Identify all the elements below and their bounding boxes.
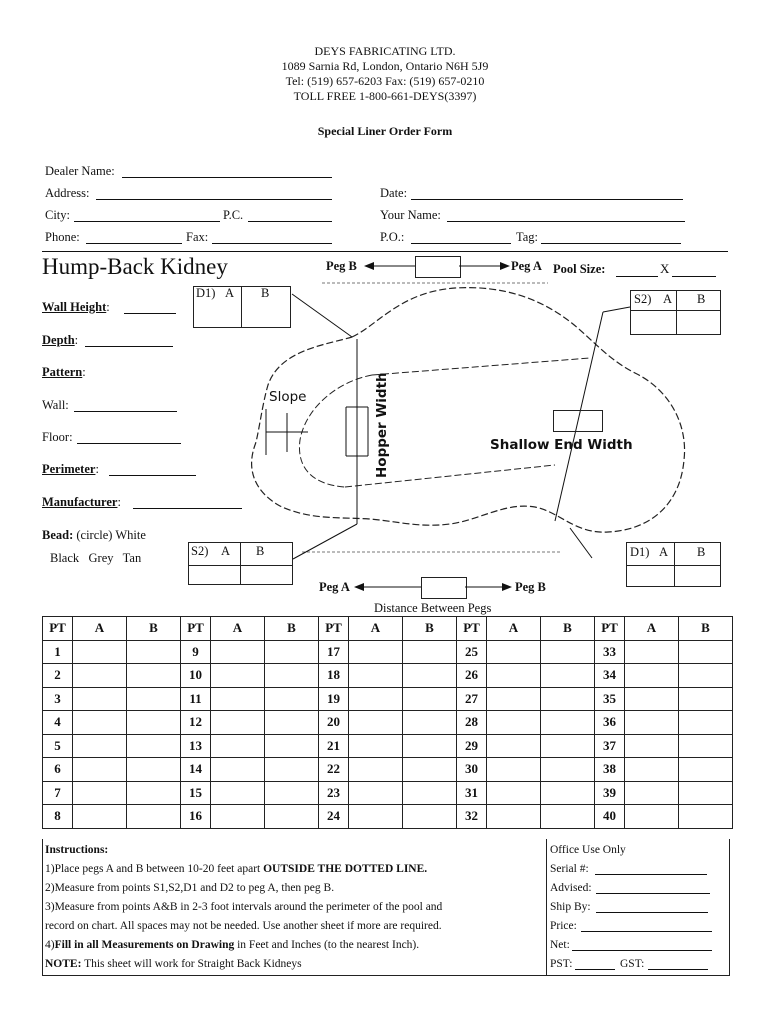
measure-b-cell[interactable]	[265, 781, 319, 805]
shape-title: Hump-Back Kidney	[42, 254, 228, 279]
measure-a-cell[interactable]	[211, 687, 265, 711]
col-header: PT	[181, 617, 211, 641]
measure-b-cell[interactable]	[541, 640, 595, 664]
ship-by-label: Ship By:	[550, 901, 591, 913]
instruction-4-num: 4)	[45, 939, 55, 951]
col-header: PT	[319, 617, 349, 641]
slope-label: Slope	[269, 389, 307, 405]
instruction-3: 3)Measure from points A&B in 2-3 foot intervals around the perimeter of the pool and	[45, 901, 443, 913]
pt-number: 35	[595, 687, 625, 711]
ship-by-field[interactable]	[596, 912, 708, 913]
perimeter-row: Perimeter:	[42, 462, 99, 476]
pt-number: 2	[43, 664, 73, 688]
instruction-1-text: 1)Place pegs A and B between 10-20 feet apart	[45, 863, 264, 875]
note-text: This sheet will work for Straight Back Kidneys	[81, 958, 302, 970]
pst-field[interactable]	[575, 969, 615, 970]
pt-number: 18	[319, 664, 349, 688]
measure-a-cell[interactable]	[73, 640, 127, 664]
floor-field[interactable]	[77, 443, 181, 444]
gst-field[interactable]	[648, 969, 708, 970]
pt-number: 39	[595, 781, 625, 805]
measure-a-cell[interactable]	[349, 805, 403, 829]
peg-b-top-label: Peg B	[326, 259, 357, 273]
pt-number: 23	[319, 781, 349, 805]
measure-a-cell[interactable]	[349, 687, 403, 711]
measure-b-cell[interactable]	[541, 805, 595, 829]
s2-bottom-box	[188, 542, 293, 585]
measure-b-cell[interactable]	[127, 687, 181, 711]
date-label: Date:	[380, 186, 408, 200]
perimeter-label: Perimeter	[42, 462, 96, 476]
wall-height-row: Wall Height:	[42, 300, 110, 314]
col-header: A	[349, 617, 403, 641]
manufacturer-field[interactable]	[133, 508, 242, 509]
pt-number: 12	[181, 711, 211, 735]
measure-a-cell[interactable]	[211, 664, 265, 688]
measure-a-cell[interactable]	[625, 781, 679, 805]
pt-number: 24	[319, 805, 349, 829]
d1-top-box	[193, 286, 291, 328]
pool-size-x: X	[660, 261, 670, 276]
measure-a-cell[interactable]	[349, 711, 403, 735]
pt-number: 4	[43, 711, 73, 735]
measure-b-cell[interactable]	[679, 640, 733, 664]
gst-label: GST:	[620, 958, 645, 970]
table-row	[43, 664, 733, 688]
form-title: Special Liner Order Form	[317, 124, 453, 138]
pt-number: 29	[457, 734, 487, 758]
measure-b-cell[interactable]	[265, 664, 319, 688]
col-header: PT	[457, 617, 487, 641]
measure-b-cell[interactable]	[127, 734, 181, 758]
measure-b-cell[interactable]	[127, 781, 181, 805]
measure-b-cell[interactable]	[403, 711, 457, 735]
pt-number: 9	[181, 640, 211, 664]
instruction-1-emphasis: OUTSIDE THE DOTTED LINE.	[263, 863, 428, 875]
shallow-end-box[interactable]	[553, 410, 603, 432]
pt-number: 5	[43, 734, 73, 758]
peg-a-bottom-label: Peg A	[319, 580, 350, 594]
measure-b-cell[interactable]	[127, 805, 181, 829]
measure-b-cell[interactable]	[127, 711, 181, 735]
advised-label: Advised:	[550, 882, 592, 894]
measure-a-cell[interactable]	[625, 758, 679, 782]
pt-number: 33	[595, 640, 625, 664]
col-header: PT	[43, 617, 73, 641]
pst-label: PST:	[550, 958, 573, 970]
pt-number: 36	[595, 711, 625, 735]
s2-bottom-a: A	[221, 544, 231, 558]
measure-a-cell[interactable]	[625, 734, 679, 758]
measurement-table	[42, 616, 733, 829]
col-header: A	[211, 617, 265, 641]
pt-number: 8	[43, 805, 73, 829]
note	[45, 955, 302, 973]
measure-a-cell[interactable]	[487, 758, 541, 782]
table-row	[43, 711, 733, 735]
pt-number: 25	[457, 640, 487, 664]
s2-top-b: B	[697, 292, 706, 306]
measure-b-cell[interactable]	[403, 687, 457, 711]
instruction-2: 2)Measure from points S1,S2,D1 and D2 to peg A, then peg B.	[45, 882, 335, 894]
floor-label: Floor:	[42, 430, 73, 444]
instruction-4-emphasis: Fill in all Measurements on Drawing	[54, 939, 235, 951]
pt-number: 16	[181, 805, 211, 829]
measure-a-cell[interactable]	[625, 640, 679, 664]
pt-number: 15	[181, 781, 211, 805]
measure-a-cell[interactable]	[625, 805, 679, 829]
company-tollfree: TOLL FREE 1-800-661-DEYS(3397)	[293, 89, 477, 103]
bead-row	[42, 528, 146, 543]
peg-a-top-label: Peg A	[511, 259, 542, 273]
pt-number: 37	[595, 734, 625, 758]
instruction-4-text: in Feet and Inches (to the nearest Inch).	[234, 939, 420, 951]
table-row	[43, 687, 733, 711]
pattern-label: Pattern	[42, 365, 83, 379]
measure-a-cell[interactable]	[73, 758, 127, 782]
wall-height-field[interactable]	[124, 313, 176, 314]
measure-a-cell[interactable]	[625, 711, 679, 735]
measure-b-cell[interactable]	[679, 758, 733, 782]
measure-b-cell[interactable]	[403, 781, 457, 805]
measure-a-cell[interactable]	[73, 687, 127, 711]
peg-b-bottom-label: Peg B	[515, 580, 546, 594]
measure-b-cell[interactable]	[265, 687, 319, 711]
measure-a-cell[interactable]	[349, 781, 403, 805]
d1-top-a: A	[225, 286, 235, 300]
tag-label: Tag:	[516, 230, 539, 244]
note-label: NOTE:	[45, 958, 82, 970]
d1-top-b: B	[261, 286, 270, 300]
measure-a-cell[interactable]	[211, 734, 265, 758]
s2-top-label: S2)	[634, 292, 652, 306]
pt-number: 34	[595, 664, 625, 688]
pt-number: 20	[319, 711, 349, 735]
wall-height-label: Wall Height	[42, 300, 107, 314]
pt-number: 11	[181, 687, 211, 711]
po-label: P.O.:	[380, 230, 405, 244]
measure-b-cell[interactable]	[403, 758, 457, 782]
col-header: A	[73, 617, 127, 641]
col-header: B	[265, 617, 319, 641]
bead-colors[interactable]: Black Grey Tan	[50, 551, 142, 565]
measure-a-cell[interactable]	[625, 687, 679, 711]
measure-a-cell[interactable]	[211, 805, 265, 829]
measure-b-cell[interactable]	[541, 734, 595, 758]
price-field[interactable]	[581, 931, 712, 932]
measure-b-cell[interactable]	[679, 781, 733, 805]
bead-circle-white[interactable]: (circle) White	[76, 528, 146, 542]
pt-number: 19	[319, 687, 349, 711]
price-label: Price:	[550, 920, 577, 932]
pt-number: 6	[43, 758, 73, 782]
company-name: DEYS FABRICATING LTD.	[314, 44, 456, 58]
pt-number: 26	[457, 664, 487, 688]
measure-b-cell[interactable]	[679, 734, 733, 758]
measure-a-cell[interactable]	[73, 734, 127, 758]
col-header: B	[403, 617, 457, 641]
table-row	[43, 781, 733, 805]
s2-top-a: A	[663, 292, 673, 306]
pt-number: 14	[181, 758, 211, 782]
measure-b-cell[interactable]	[679, 805, 733, 829]
measure-b-cell[interactable]	[679, 711, 733, 735]
wall-field[interactable]	[74, 411, 177, 412]
measure-a-cell[interactable]	[73, 781, 127, 805]
d1-bottom-box	[626, 542, 721, 587]
d1-bottom-b: B	[697, 545, 706, 559]
pt-number: 28	[457, 711, 487, 735]
bead-label: Bead:	[42, 528, 74, 542]
pattern-row: Pattern:	[42, 365, 86, 379]
table-row	[43, 640, 733, 664]
company-phone: Tel: (519) 657-6203 Fax: (519) 657-0210	[285, 74, 485, 88]
measure-a-cell[interactable]	[211, 758, 265, 782]
measure-b-cell[interactable]	[265, 758, 319, 782]
measure-b-cell[interactable]	[127, 664, 181, 688]
pt-number: 10	[181, 664, 211, 688]
measure-a-cell[interactable]	[487, 640, 541, 664]
d1-bottom-a: A	[659, 545, 669, 559]
measure-a-cell[interactable]	[487, 687, 541, 711]
office-use-title: Office Use Only	[550, 844, 626, 856]
measure-b-cell[interactable]	[403, 734, 457, 758]
your-name-label: Your Name:	[380, 208, 441, 222]
measure-a-cell[interactable]	[211, 711, 265, 735]
pt-number: 38	[595, 758, 625, 782]
measure-a-cell[interactable]	[487, 781, 541, 805]
col-header: PT	[595, 617, 625, 641]
measure-a-cell[interactable]	[349, 664, 403, 688]
col-header: B	[127, 617, 181, 641]
pt-number: 40	[595, 805, 625, 829]
perimeter-field[interactable]	[109, 475, 196, 476]
serial-label: Serial #:	[550, 863, 589, 875]
phone-label: Phone:	[45, 230, 80, 244]
measure-b-cell[interactable]	[265, 711, 319, 735]
pt-number: 17	[319, 640, 349, 664]
pt-number: 31	[457, 781, 487, 805]
s2-bottom-label: S2)	[191, 544, 209, 558]
measure-a-cell[interactable]	[349, 734, 403, 758]
table-row	[43, 734, 733, 758]
pt-number: 32	[457, 805, 487, 829]
pt-number: 3	[43, 687, 73, 711]
manufacturer-label: Manufacturer	[42, 495, 118, 509]
measure-a-cell[interactable]	[487, 711, 541, 735]
company-address: 1089 Sarnia Rd, London, Ontario N6H 5J9	[281, 59, 489, 73]
instruction-3-cont: record on chart. All spaces may not be needed. Use another sheet if more are required.	[45, 920, 442, 932]
measure-b-cell[interactable]	[403, 640, 457, 664]
fax-label: Fax:	[186, 230, 209, 244]
net-label: Net:	[550, 939, 570, 951]
instruction-1	[45, 860, 427, 878]
serial-field[interactable]	[595, 874, 707, 875]
measure-b-cell[interactable]	[541, 664, 595, 688]
pt-number: 21	[319, 734, 349, 758]
measure-a-cell[interactable]	[211, 640, 265, 664]
d1-bottom-label: D1)	[630, 545, 650, 559]
measure-a-cell[interactable]	[73, 805, 127, 829]
table-row	[43, 805, 733, 829]
distance-between-pegs: Distance Between Pegs	[374, 601, 492, 615]
measure-b-cell[interactable]	[679, 664, 733, 688]
pt-number: 27	[457, 687, 487, 711]
advised-field[interactable]	[596, 893, 710, 894]
col-header: A	[487, 617, 541, 641]
pt-number: 1	[43, 640, 73, 664]
measure-b-cell[interactable]	[679, 687, 733, 711]
s2-top-box	[630, 290, 721, 335]
wall-label: Wall:	[42, 398, 69, 412]
col-header: A	[625, 617, 679, 641]
col-header: B	[541, 617, 595, 641]
measure-b-cell[interactable]	[541, 711, 595, 735]
measure-a-cell[interactable]	[625, 664, 679, 688]
net-field[interactable]	[572, 950, 712, 951]
pool-size-label: Pool Size:	[553, 262, 606, 276]
measure-a-cell[interactable]	[349, 640, 403, 664]
measure-b-cell[interactable]	[265, 734, 319, 758]
measure-b-cell[interactable]	[265, 805, 319, 829]
instructions-title: Instructions:	[45, 844, 109, 856]
dealer-name-label: Dealer Name:	[45, 164, 115, 178]
measure-b-cell[interactable]	[541, 781, 595, 805]
measure-b-cell[interactable]	[403, 664, 457, 688]
measure-a-cell[interactable]	[211, 781, 265, 805]
measure-b-cell[interactable]	[541, 687, 595, 711]
col-header: B	[679, 617, 733, 641]
measure-b-cell[interactable]	[403, 805, 457, 829]
hopper-width-label: Hopper Width	[374, 372, 390, 478]
pt-number: 22	[319, 758, 349, 782]
d1-top-label: D1)	[196, 286, 216, 300]
depth-label: Depth	[42, 333, 75, 347]
pt-number: 7	[43, 781, 73, 805]
measure-b-cell[interactable]	[541, 758, 595, 782]
measure-b-cell[interactable]	[127, 758, 181, 782]
depth-row: Depth:	[42, 333, 79, 347]
table-header-row	[43, 617, 733, 641]
measure-a-cell[interactable]	[487, 734, 541, 758]
pc-label: P.C.	[223, 208, 244, 222]
measure-a-cell[interactable]	[487, 664, 541, 688]
measure-b-cell[interactable]	[265, 640, 319, 664]
measure-a-cell[interactable]	[73, 664, 127, 688]
measure-b-cell[interactable]	[127, 640, 181, 664]
city-label: City:	[45, 208, 71, 222]
measure-a-cell[interactable]	[487, 805, 541, 829]
s2-bottom-b: B	[256, 544, 265, 558]
address-label: Address:	[45, 186, 90, 200]
shallow-end-width-label: Shallow End Width	[490, 437, 633, 453]
pt-number: 30	[457, 758, 487, 782]
depth-field[interactable]	[85, 346, 173, 347]
measure-a-cell[interactable]	[73, 711, 127, 735]
pt-number: 13	[181, 734, 211, 758]
measure-a-cell[interactable]	[349, 758, 403, 782]
table-row	[43, 758, 733, 782]
manufacturer-row: Manufacturer:	[42, 495, 121, 509]
instruction-4	[45, 936, 419, 954]
